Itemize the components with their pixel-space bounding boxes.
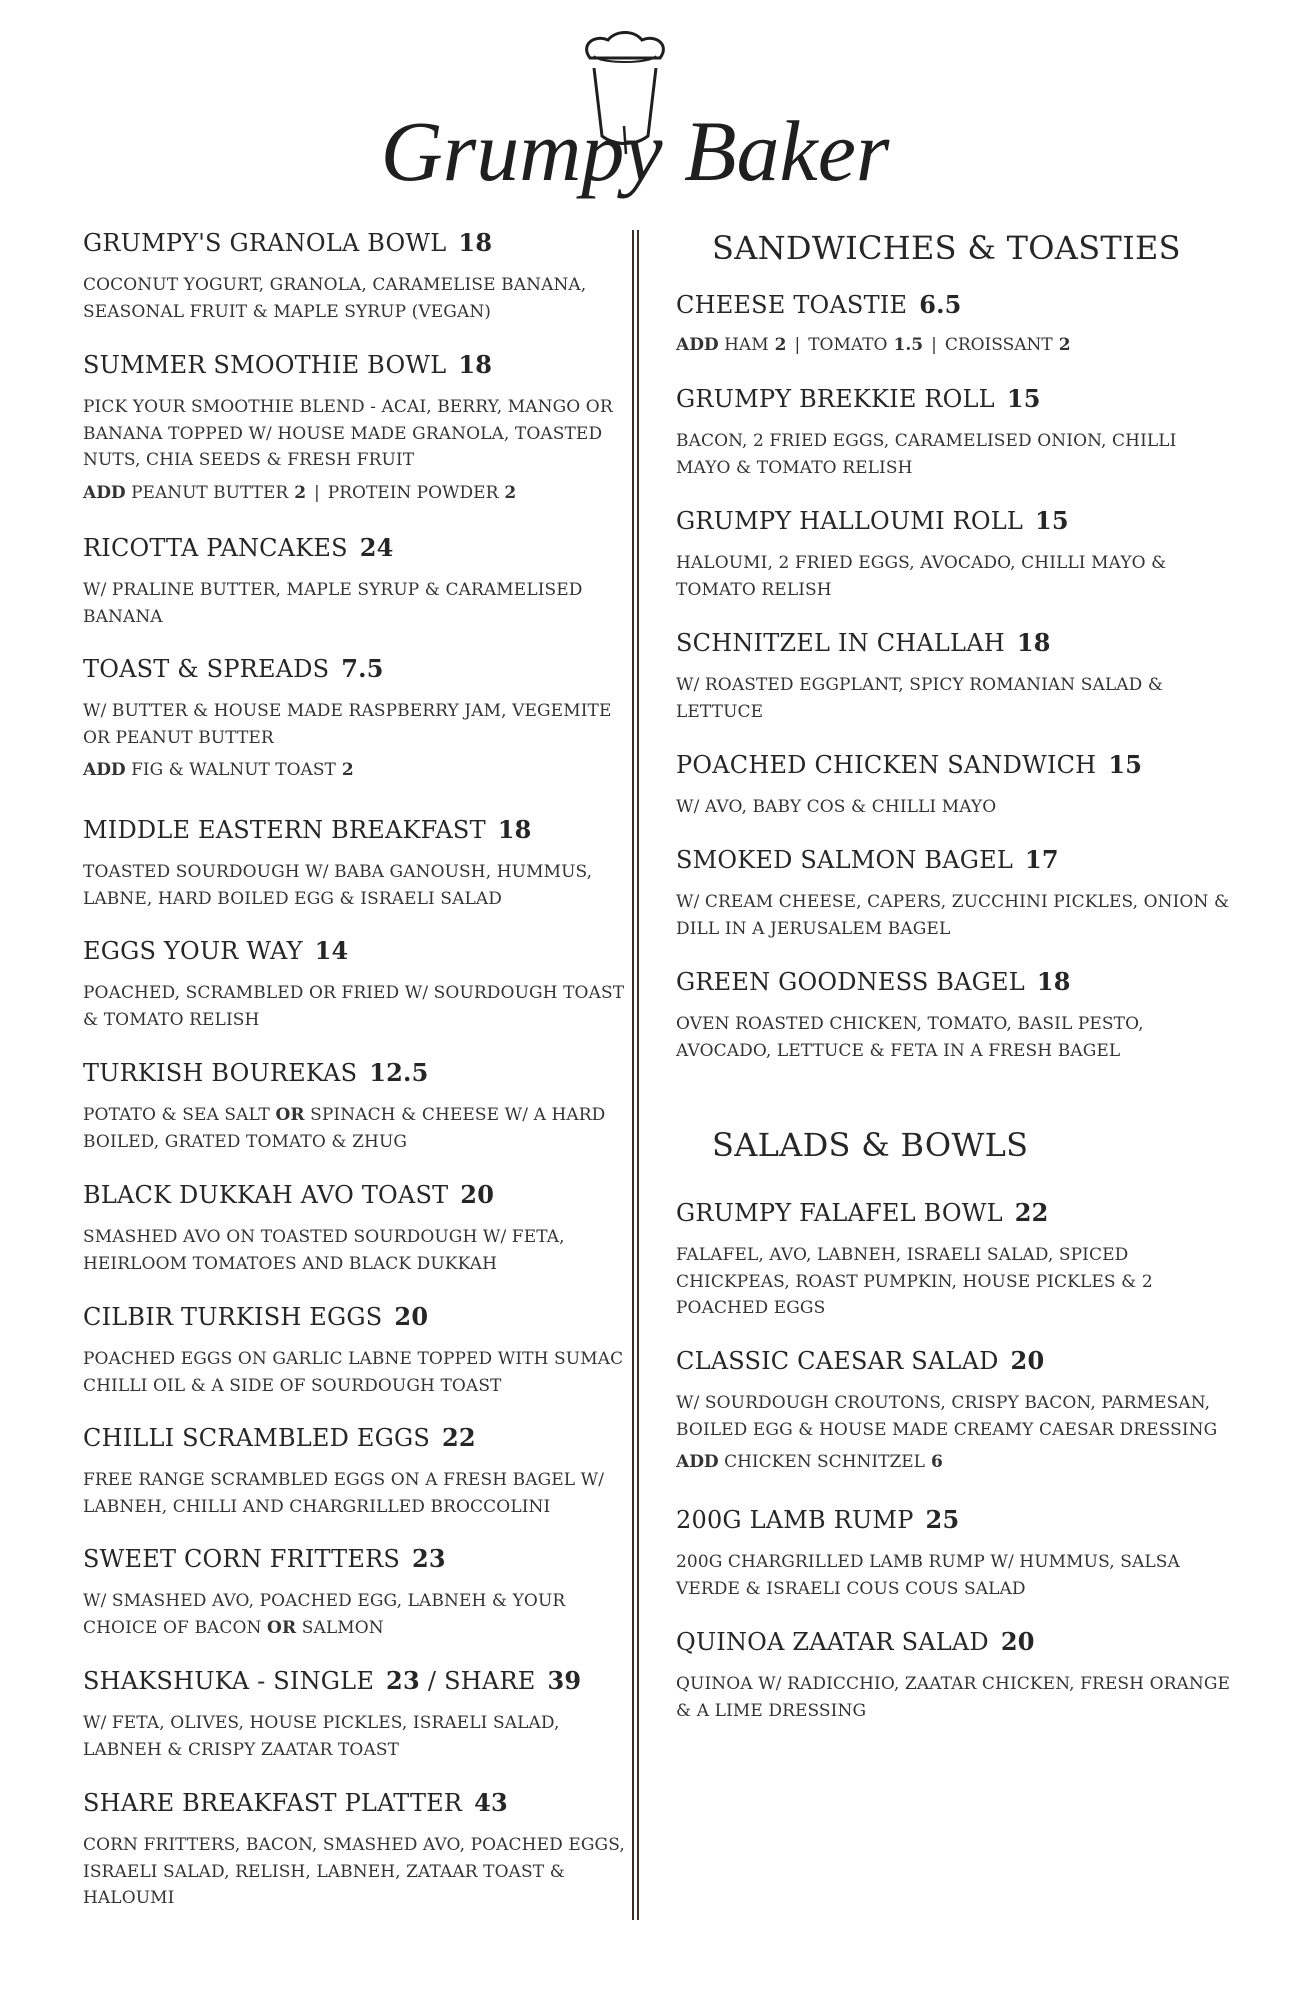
item-price: 18 [458,228,493,257]
item-description: W/ CREAM CHEESE, CAPERS, ZUCCHINI PICKLES, ONION & DILL IN A JERUSALEM BAGEL [676,892,1230,939]
brand-wordmark: Grumpy Baker [380,103,890,199]
item-heading [83,1058,643,1088]
menu-item [676,845,1236,942]
addon-name: CROISSANT [944,335,1053,355]
description-part: SALMON [301,1617,384,1638]
item-name: CHILLI SCRAMBLED EGGS [83,1424,431,1452]
item-description: TOASTED SOURDOUGH W/ BABA GANOUSH, HUMMUS, LABNE, HARD BOILED EGG & ISRAELI SALAD [83,862,593,909]
description-or: OR [275,1105,305,1125]
item-description: QUINOA W/ RADICCHIO, ZAATAR CHICKEN, FRESH ORANGE & A LIME DRESSING [676,1674,1231,1721]
item-name: SHAKSHUKA - SINGLE [83,1667,375,1695]
item-description: SMASHED AVO ON TOASTED SOURDOUGH W/ FETA, HEIRLOOM TOMATOES AND BLACK DUKKAH [83,1227,565,1274]
item-heading [676,750,1236,780]
item-price: 7.5 [341,654,384,683]
item-heading [676,1198,1236,1228]
item-name: SCHNITZEL IN CHALLAH [676,629,1005,657]
share-separator: / [427,1667,437,1695]
menu-item [676,384,1236,481]
item-price: 20 [1000,1627,1035,1656]
add-label: ADD [83,760,126,780]
description-part: W/ SMASHED AVO, POACHED EGG, LABNEH & YOUR CHOICE OF BACON [83,1591,566,1638]
add-label: ADD [676,1452,719,1472]
item-heading [83,815,643,845]
item-name: GREEN GOODNESS BAGEL [676,968,1025,996]
chef-hat-logo-icon [380,30,890,210]
addon-name: PEANUT BUTTER [131,482,289,503]
item-name: RICOTTA PANCAKES [83,534,348,562]
item-name: CHEESE TOASTIE [676,291,908,319]
share-label: SHARE [444,1667,536,1695]
item-price: 18 [1036,967,1071,996]
menu-item [676,1505,1236,1602]
menu-item [83,1058,643,1155]
item-price: 43 [474,1788,508,1817]
item-description: W/ AVO, BABY COS & CHILLI MAYO [676,797,997,817]
item-heading [83,654,643,684]
item-heading [83,1423,643,1453]
item-price: 6.5 [919,290,962,319]
item-heading [83,1180,643,1210]
item-price: 18 [458,350,493,379]
item-description: 200G CHARGRILLED LAMB RUMP W/ HUMMUS, SALSA VERDE & ISRAELI COUS COUS SALAD [676,1552,1180,1599]
item-name: SMOKED SALMON BAGEL [676,846,1013,874]
item-price: 20 [460,1180,495,1209]
item-addons [83,757,643,783]
item-name: GRUMPY BREKKIE ROLL [676,385,995,413]
addon-name: HAM [724,335,769,355]
menu-item [83,350,643,506]
addon-price: 2 [294,482,307,503]
item-name: MIDDLE EASTERN BREAKFAST [83,816,486,844]
item-name: TURKISH BOUREKAS [83,1059,358,1087]
menu-item [676,290,1236,358]
logo [380,30,890,210]
item-price: 23 [412,1544,446,1573]
menu-item [83,936,643,1033]
menu-item [676,1627,1236,1724]
item-heading [676,506,1236,536]
description-or: OR [267,1617,297,1638]
menu-item [83,1544,643,1641]
item-heading [676,290,1236,320]
item-name: SWEET CORN FRITTERS [83,1545,401,1573]
item-name: GRUMPY FALAFEL BOWL [676,1199,1003,1227]
item-heading [83,533,643,563]
item-description: OVEN ROASTED CHICKEN, TOMATO, BASIL PESTO, AVOCADO, LETTUCE & FETA IN A FRESH BAGEL [676,1014,1144,1061]
item-description [83,1102,643,1155]
item-price: 17 [1025,845,1059,874]
menu-item [83,1180,643,1277]
menu-item [83,1302,643,1399]
menu-item [83,1666,643,1763]
item-name: GRUMPY'S GRANOLA BOWL [83,229,447,257]
menu-item [83,1788,643,1912]
item-name: POACHED CHICKEN SANDWICH [676,751,1097,779]
menu-item [676,750,1236,821]
item-description: W/ SOURDOUGH CROUTONS, CRISPY BACON, PARMESAN, BOILED EGG & HOUSE MADE CREAMY CAESAR DRESSING [676,1393,1218,1440]
item-price: 15 [1108,750,1143,779]
section-title-salads: SALADS & BOWLS [712,1126,1029,1164]
item-price: 20 [1010,1346,1045,1375]
item-description: W/ FETA, OLIVES, HOUSE PICKLES, ISRAELI SALAD, LABNEH & CRISPY ZAATAR TOAST [83,1713,560,1760]
share-price: 39 [547,1666,582,1695]
item-heading [83,1788,643,1818]
addon-separator: | [794,335,801,355]
item-description: PICK YOUR SMOOTHIE BLEND - ACAI, BERRY, MANGO OR BANANA TOPPED W/ HOUSE MADE GRANOLA, TOASTED NUTS, CHIA SEEDS & FRESH FRUIT [83,397,613,470]
add-label: ADD [676,335,719,355]
item-description: W/ PRALINE BUTTER, MAPLE SYRUP & CARAMELISED BANANA [83,580,583,627]
item-description: FALAFEL, AVO, LABNEH, ISRAELI SALAD, SPICED CHICKPEAS, ROAST PUMPKIN, HOUSE PICKLES & 2 POACHED EGGS [676,1245,1153,1318]
addon-name: FIG & WALNUT TOAST [131,760,336,780]
menu-item [83,1423,643,1520]
item-heading [676,1505,1236,1535]
item-name: 200G LAMB RUMP [676,1506,914,1534]
item-heading [83,350,643,380]
item-heading [83,1302,643,1332]
description-part: POTATO & SEA SALT [83,1105,270,1125]
menu-item [676,628,1236,725]
addon-name: CHICKEN SCHNITZEL [724,1452,925,1472]
item-name: QUINOA ZAATAR SALAD [676,1628,989,1656]
add-label: ADD [83,482,126,503]
item-heading [676,1627,1236,1657]
item-description: FREE RANGE SCRAMBLED EGGS ON A FRESH BAGEL W/ LABNEH, CHILLI AND CHARGRILLED BROCCOLINI [83,1470,605,1517]
item-addons [676,1449,1236,1475]
item-description: POACHED EGGS ON GARLIC LABNE TOPPED WITH SUMAC CHILLI OIL & A SIDE OF SOURDOUGH TOAST [83,1349,624,1396]
item-heading [676,1346,1236,1376]
item-price: 14 [314,936,349,965]
item-name: CILBIR TURKISH EGGS [83,1303,383,1331]
item-heading [676,384,1236,414]
item-heading [83,1544,643,1574]
item-name: SUMMER SMOOTHIE BOWL [83,351,447,379]
item-description: BACON, 2 FRIED EGGS, CARAMELISED ONION, CHILLI MAYO & TOMATO RELISH [676,431,1177,478]
item-addons [676,332,1236,358]
item-price: 18 [497,815,532,844]
menu-item [676,1346,1236,1475]
menu-item [83,654,643,783]
addon-price: 6 [930,1452,943,1472]
addon-separator: | [314,482,320,503]
item-description: CORN FRITTERS, BACON, SMASHED AVO, POACHED EGGS, ISRAELI SALAD, RELISH, LABNEH, ZATAAR TOAST & HALOUMI [83,1835,625,1908]
item-heading [83,1666,643,1696]
item-name: CLASSIC CAESAR SALAD [676,1347,999,1375]
item-heading [676,845,1236,875]
section-title-sandwiches: SANDWICHES & TOASTIES [712,229,1181,267]
item-heading [83,228,643,258]
item-description: W/ BUTTER & HOUSE MADE RASPBERRY JAM, VEGEMITE OR PEANUT BUTTER [83,701,612,748]
addon-name: TOMATO [808,335,888,355]
item-price: 22 [442,1423,476,1452]
item-price: 18 [1016,628,1051,657]
item-price: 15 [1006,384,1041,413]
item-price: 24 [359,533,394,562]
menu-item [83,533,643,630]
item-addons [83,480,643,506]
item-heading [676,628,1236,658]
addon-price: 2 [1058,335,1071,355]
menu-item [676,1198,1236,1322]
item-price: 25 [925,1505,960,1534]
item-name: GRUMPY HALLOUMI ROLL [676,507,1024,535]
addon-price: 1.5 [893,335,924,355]
item-price: 22 [1014,1198,1049,1227]
addon-name: PROTEIN POWDER [327,482,499,503]
item-name: EGGS YOUR WAY [83,937,303,965]
item-description [83,1588,643,1641]
item-description: POACHED, SCRAMBLED OR FRIED W/ SOURDOUGH TOAST & TOMATO RELISH [83,983,625,1030]
item-price: 12.5 [369,1058,429,1087]
menu-item [676,967,1236,1064]
item-price: 20 [394,1302,429,1331]
item-name: BLACK DUKKAH AVO TOAST [83,1181,449,1209]
item-description: W/ ROASTED EGGPLANT, SPICY ROMANIAN SALAD & LETTUCE [676,675,1164,722]
menu-item [83,815,643,912]
item-heading [676,967,1236,997]
menu-item [83,228,643,325]
addon-price: 2 [341,760,354,780]
item-price: 23 [386,1666,420,1695]
item-heading [83,936,643,966]
item-description: COCONUT YOGURT, GRANOLA, CARAMELISE BANANA, SEASONAL FRUIT & MAPLE SYRUP (VEGAN) [83,275,587,322]
description-part: SPINACH & CHEESE W/ A HARD BOILED, GRATED TOMATO & ZHUG [83,1105,606,1152]
addon-separator: | [931,335,937,355]
item-name: TOAST & SPREADS [83,655,330,683]
addon-price: 2 [774,335,787,355]
item-name: SHARE BREAKFAST PLATTER [83,1789,463,1817]
item-price: 15 [1035,506,1069,535]
item-description: HALOUMI, 2 FRIED EGGS, AVOCADO, CHILLI MAYO & TOMATO RELISH [676,553,1167,600]
addon-price: 2 [504,482,517,503]
menu-item [676,506,1236,603]
